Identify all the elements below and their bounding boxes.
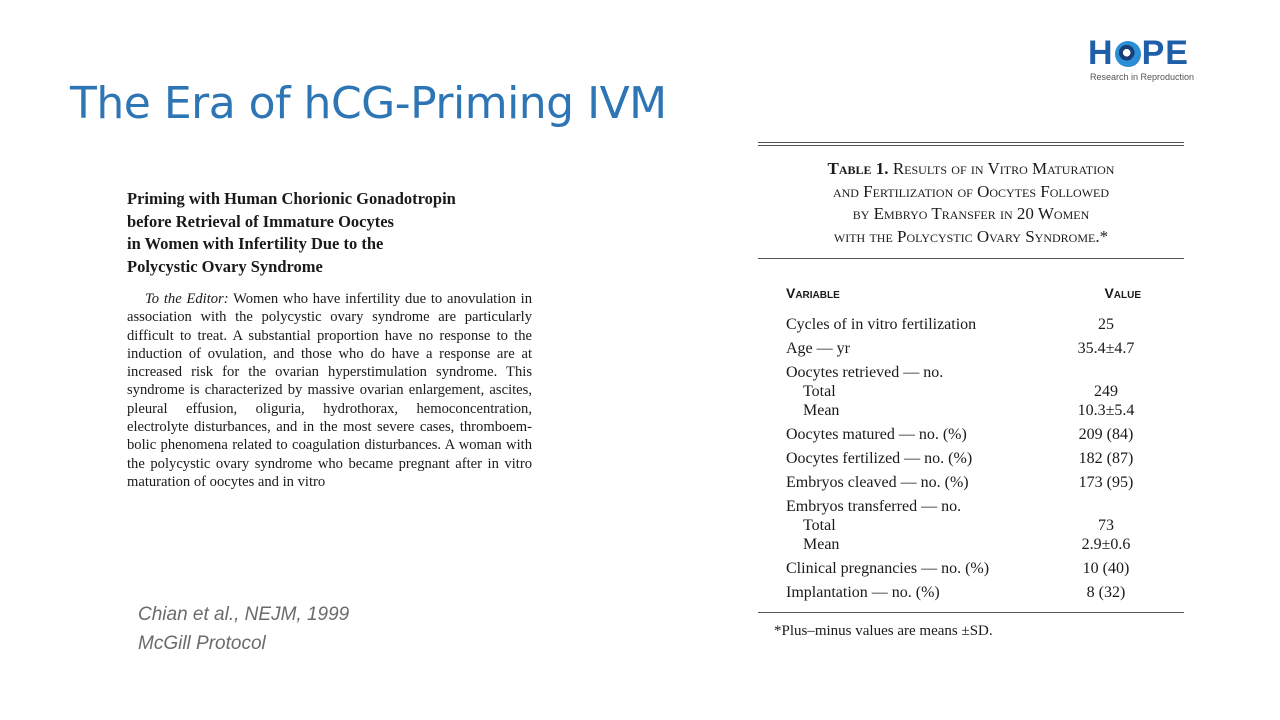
citation-reference: Chian et al., NEJM, 1999	[138, 604, 350, 625]
header-variable: Variable	[786, 285, 840, 301]
table-bottom-rule	[758, 612, 1184, 613]
table-row: Oocytes retrieved — no.	[786, 364, 944, 381]
table-row: Cycles of in vitro fertilization 25	[786, 316, 1114, 333]
letter-salutation: To the Editor:	[145, 291, 229, 307]
table-row: Total 73	[803, 517, 1114, 534]
table-header	[758, 285, 1184, 301]
logo-wordmark: H PE	[1088, 34, 1189, 72]
table-header-rule	[758, 258, 1184, 259]
table-row: Oocytes fertilized — no. (%) 182 (87)	[786, 450, 1134, 467]
table-label: Table 1.	[827, 159, 889, 178]
table-row: Mean 2.9±0.6	[803, 536, 1131, 553]
table-row: Oocytes matured — no. (%) 209 (84)	[786, 426, 1134, 443]
table-row: Embryos transferred — no.	[786, 498, 962, 515]
letter-excerpt	[127, 188, 532, 491]
results-table	[758, 142, 1184, 640]
header-value: Value	[1104, 285, 1141, 301]
table-row: Clinical pregnancies — no. (%) 10 (40)	[786, 560, 1130, 577]
table-row: Total 249	[803, 383, 1118, 400]
table-top-rule	[758, 142, 1184, 146]
table-caption: Table 1. Results of in Vitro Maturation and Fertilization of Oocytes Followed by Embryo Transfer in 20 Women with the Polycystic Ovary Syndrome.*	[827, 159, 1115, 246]
table-row: Implantation — no. (%) 8 (32)	[786, 584, 1126, 601]
letter-body	[127, 290, 532, 491]
table-row: Age — yr 35.4±4.7	[786, 340, 1135, 357]
eye-icon	[1115, 41, 1141, 67]
slide-title: The Era of hCG-Priming IVM	[70, 78, 667, 129]
hope-logo	[1088, 34, 1204, 84]
table-footnote: *Plus–minus values are means ±SD.	[774, 623, 993, 639]
citation	[138, 600, 349, 658]
letter-text: Women who have infertility due to anovulation in association with the polycystic ovary syndrome are particularly difficult to treat. A substantial proportion have no response to the induction of ovulation, and those who do have a response are at increased risk for the ovarian hyperstimulation syndrome. This syndrome is characterized by massive ovarian enlargement, ascites, pleural effusion, oliguria, hydrothorax, hemoconcentration, electrolyte disturbances, and in the most severe cases, thromboembolic phenomena related to coagulation disturbances. A woman with the polycystic ovary syndrome who became pregnant after in vitro maturation of oocytes and in vitro	[127, 291, 532, 490]
table-body	[758, 315, 1184, 602]
letter-title: Priming with Human Chorionic Gonadotropin before Retrieval of Immature Oocytes in Women with Infertility Due to the Polycystic Ovary Syndrome	[127, 189, 456, 276]
table-row: Embryos cleaved — no. (%) 173 (95)	[786, 474, 1134, 491]
logo-subtitle: Research in Reproduction	[1090, 72, 1195, 82]
citation-protocol: McGill Protocol	[138, 633, 266, 654]
table-row: Mean 10.3±5.4	[803, 402, 1135, 419]
